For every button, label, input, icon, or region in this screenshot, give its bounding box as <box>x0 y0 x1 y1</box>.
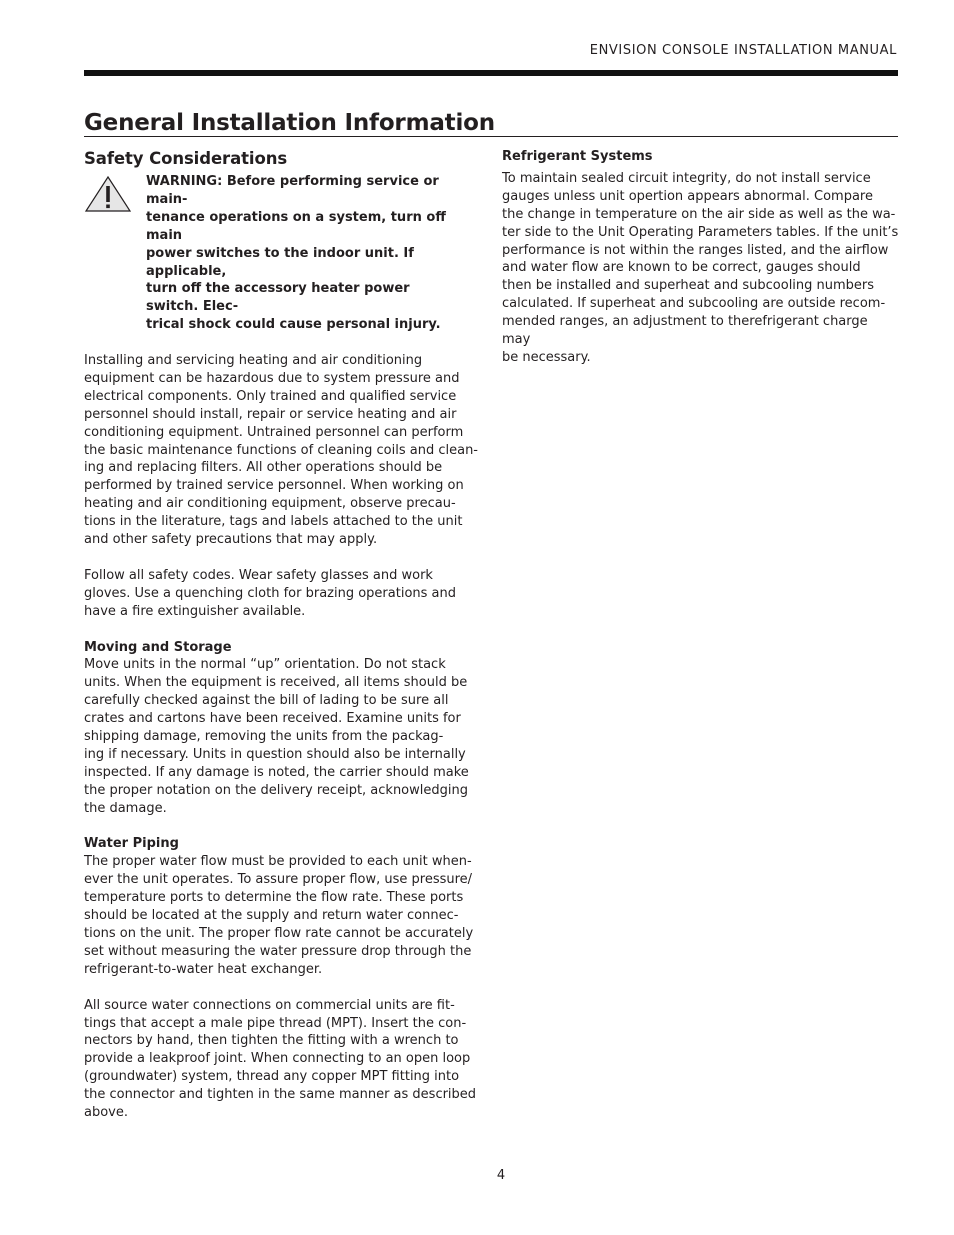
refrigerant-systems-paragraph: To maintain sealed circuit integrity, do not install service gauges unless unit opertion appears abnormal. Compare the change in temperature on the air side as well as the wa- ter side to the Unit Operating Parameters tables. If the unit’s performance is not within the ranges listed, and the airflow and water flow are known to be correct, gauges should then be installed and superheat and subcooling numbers calculated. If superheat and subcooling are outside recom- mended ranges, an adjustment to therefrigerant charge may be necessary. <box>502 170 899 365</box>
warning-line: trical shock could cause personal injury. <box>146 317 441 333</box>
warning-callout <box>84 173 482 334</box>
water-piping-heading: Water Piping <box>84 836 179 852</box>
moving-storage-paragraph: Move units in the normal “up” orientation. Do not stack units. When the equipment is received, all items should be carefully checked against the bill of lading to be sure all crates and cartons have been received. Examine units for shipping damage, removing the units from the packag- ing if necessary. Units in question should also be internally inspected. If any damage is noted, the carrier should make the proper notation on the delivery receipt, acknowledging the damage. <box>84 657 469 816</box>
safety-paragraph-1: Installing and servicing heating and air conditioning equipment can be hazardous due to system pressure and electrical components. Only trained and qualified service personnel should install, repair or service heating and air conditioning equipment. Untrained personnel can perform the basic maintenance functions of cleaning coils and clean- ing and replacing filters. All other operations should be performed by trained service personnel. When working on heating and air conditioning equipment, observe precau- tions in the literature, tags and labels attached to the unit and other safety precautions that may apply. <box>84 353 478 548</box>
page-number: 4 <box>496 1168 506 1183</box>
warning-line: tenance operations on a system, turn off main <box>146 209 446 243</box>
running-header: ENVISION CONSOLE INSTALLATION MANUAL <box>589 43 897 58</box>
left-column <box>84 148 482 1122</box>
safety-considerations-heading: Safety Considerations <box>84 149 288 168</box>
water-piping-paragraph-1: The proper water flow must be provided to each unit when- ever the unit operates. To assure proper flow, use pressure/ temperature ports to determine the flow rate. These ports should be located at the supply and return water connec- tions on the unit. The proper flow rate cannot be accurately set without measuring the water pressure drop through the refrigerant-to-water heat exchanger. <box>84 854 474 977</box>
warning-triangle-icon <box>84 175 132 213</box>
page-title: General Installation Information <box>84 109 898 137</box>
safety-paragraph-2: Follow all safety codes. Wear safety glasses and work gloves. Use a quenching cloth for brazing operations and have a fire extinguisher available. <box>84 567 457 619</box>
water-piping-paragraph-2: All source water connections on commercial units are fit- tings that accept a male pipe thread (MPT). Insert the con- nectors by hand, then tighten the fitting with a wrench to provide a leakproof joint. When connecting to an open loop (groundwater) system, thread any copper MPT fitting into the connector and tighten in the same manner as described above. <box>84 997 477 1121</box>
moving-storage-heading: Moving and Storage <box>84 639 232 655</box>
warning-line: WARNING: Before performing service or main- <box>146 174 439 207</box>
refrigerant-systems-heading: Refrigerant Systems <box>502 149 653 164</box>
warning-text <box>146 173 456 334</box>
header-rule <box>84 70 898 76</box>
right-column <box>502 148 900 367</box>
warning-line: power switches to the indoor unit. If applicable, <box>146 245 414 279</box>
warning-line: turn off the accessory heater power switch. Elec- <box>146 281 410 315</box>
